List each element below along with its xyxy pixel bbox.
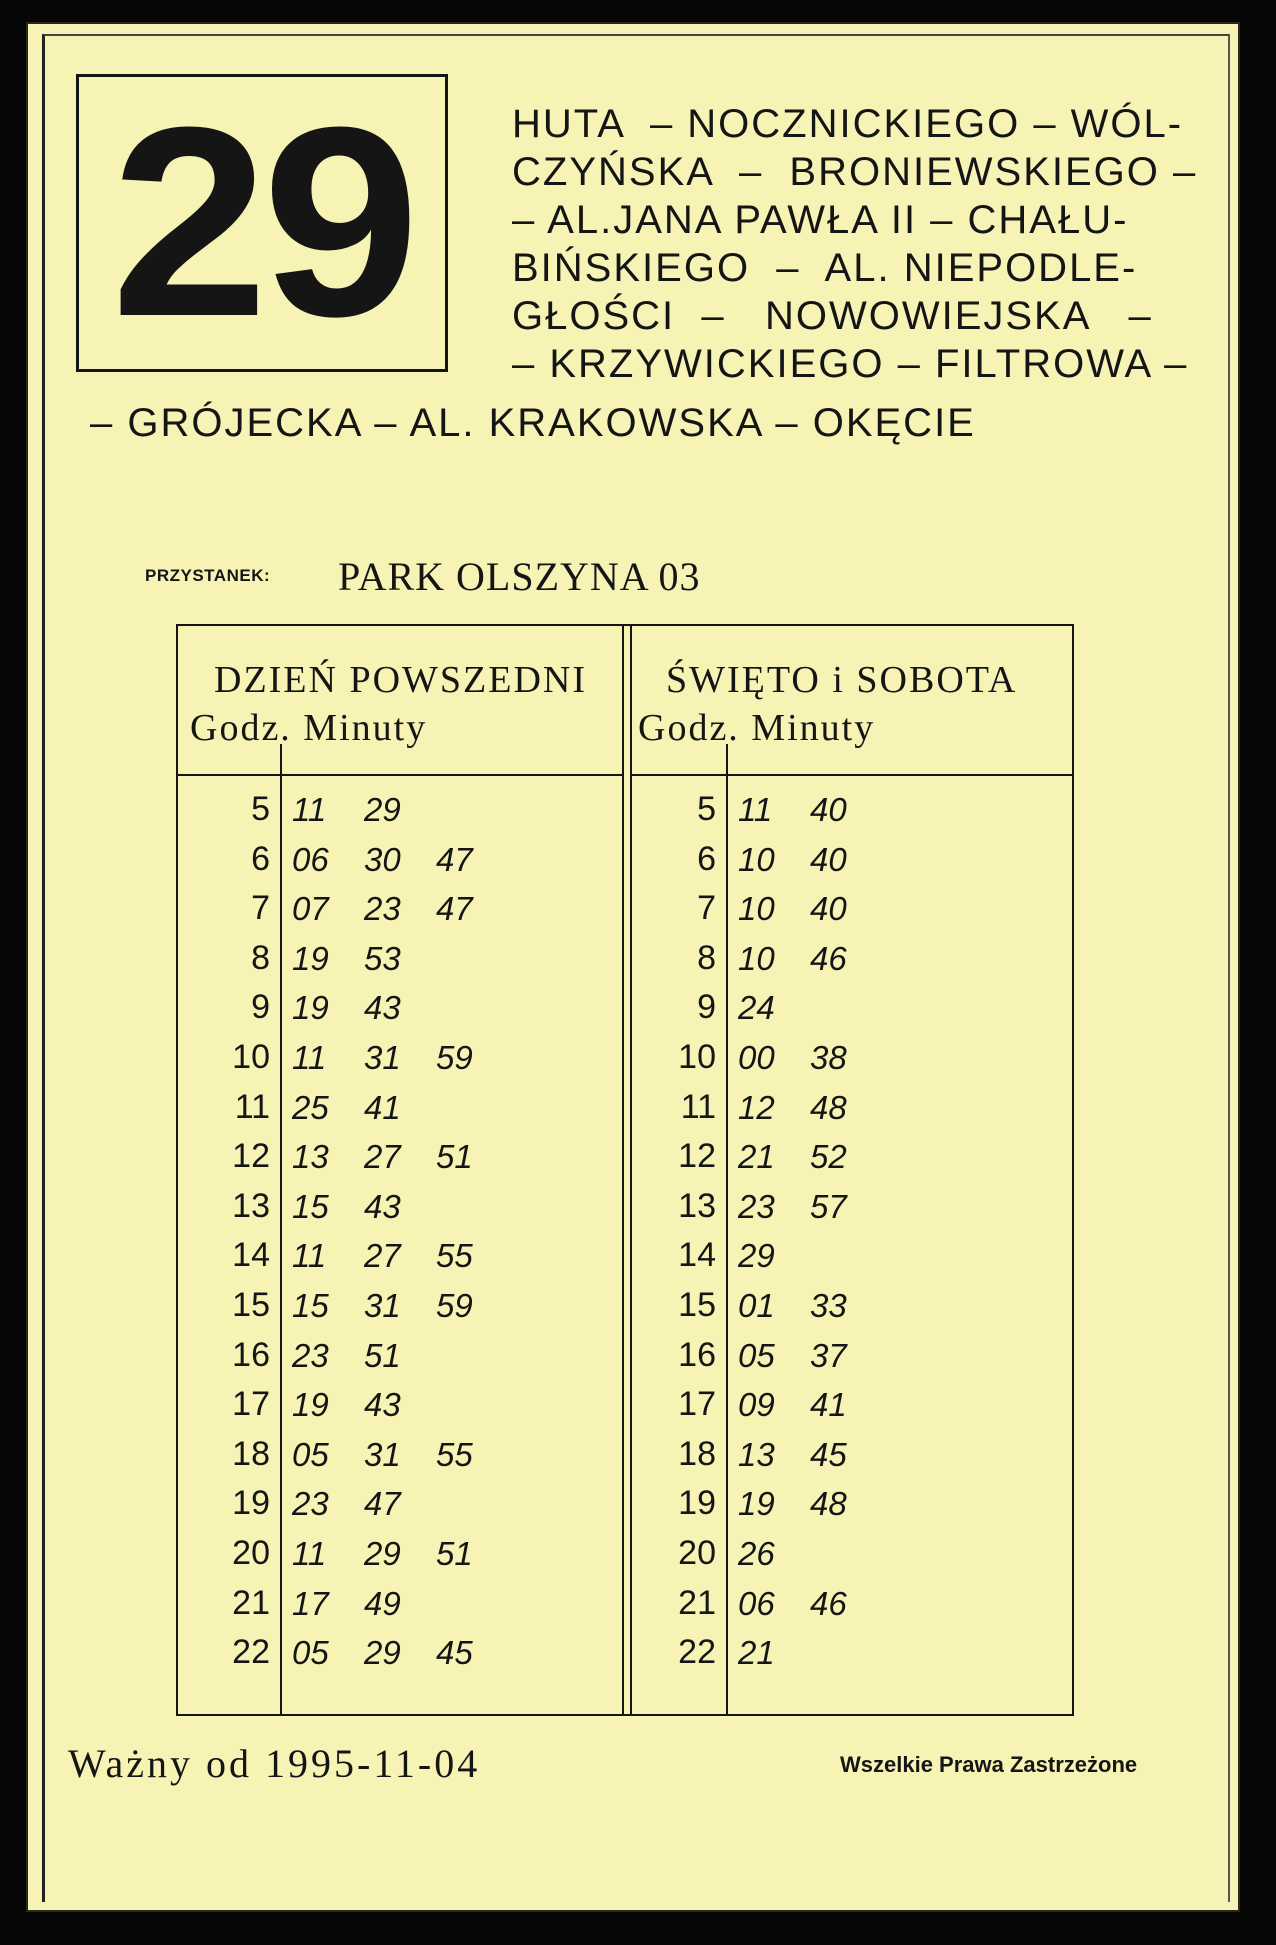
holiday-minute: 46	[810, 939, 847, 977]
weekday-hour: 12	[232, 1137, 270, 1176]
weekday-minute: 27	[364, 1138, 401, 1176]
holiday-minute: 37	[810, 1336, 847, 1374]
holiday-minute: 13	[738, 1435, 775, 1473]
weekday-minutes-row	[292, 1039, 508, 1077]
holiday-minute: 48	[810, 1485, 847, 1523]
weekday-hour: 8	[251, 938, 270, 977]
weekday-minutes-row	[292, 1436, 508, 1474]
holiday-minute: 10	[738, 840, 775, 878]
holiday-minute: 10	[738, 890, 775, 928]
holiday-hour: 13	[678, 1186, 716, 1225]
holiday-hour: 17	[678, 1385, 716, 1424]
weekday-minutes-row	[292, 1485, 436, 1523]
weekday-minute: 47	[364, 1485, 401, 1523]
weekday-minute: 11	[292, 791, 327, 828]
holiday-minutes-row	[738, 1535, 810, 1573]
holiday-minute: 48	[810, 1088, 847, 1126]
holiday-hour: 10	[678, 1038, 716, 1076]
holiday-minute: 40	[810, 791, 847, 828]
holiday-minutes-row	[738, 1287, 882, 1325]
weekday-minute: 51	[364, 1336, 401, 1374]
route-line-1: HUTA – NOCZNICKIEGO – WÓL-	[512, 102, 1184, 146]
weekday-minute: 15	[292, 1287, 329, 1324]
weekday-hour: 17	[232, 1385, 270, 1424]
holiday-minute: 01	[738, 1287, 775, 1324]
weekday-minute: 19	[292, 1386, 329, 1424]
weekday-minutes-row	[292, 1634, 508, 1672]
holiday-hour: 7	[697, 889, 716, 928]
holiday-minutes-row	[738, 989, 810, 1027]
weekday-minutes-row	[292, 989, 436, 1027]
route-line-2: CZYŃSKA – BRONIEWSKIEGO –	[512, 150, 1198, 194]
weekday-minute: 59	[436, 1039, 473, 1076]
holiday-hour: 11	[680, 1087, 716, 1126]
holiday-minute: 38	[810, 1039, 847, 1076]
holiday-subhead: Godz. Minuty	[638, 707, 876, 749]
stop-label: PRZYSTANEK:	[145, 566, 271, 585]
holiday-minutes-row	[738, 1138, 882, 1176]
holiday-minute: 40	[810, 890, 847, 928]
weekday-minute: 31	[364, 1435, 401, 1473]
weekday-minute: 15	[292, 1187, 329, 1225]
weekday-hour: 19	[232, 1484, 270, 1523]
holiday-minute: 06	[738, 1584, 775, 1622]
holiday-minutes-row	[738, 1634, 810, 1672]
weekday-minute: 29	[364, 1634, 401, 1672]
stop-name: PARK OLSZYNA 03	[338, 554, 701, 599]
route-line-7: – GRÓJECKA – AL. KRAKOWSKA – OKĘCIE	[90, 401, 976, 445]
route-number-box	[76, 74, 448, 372]
holiday-minutes-row	[738, 890, 882, 928]
holiday-minute: 29	[738, 1237, 775, 1275]
weekday-minutes-row	[292, 890, 508, 928]
holiday-minute: 23	[738, 1187, 775, 1225]
weekday-minutes-row	[292, 841, 508, 879]
holiday-minutes-row	[738, 841, 882, 879]
weekday-minute: 47	[436, 890, 473, 928]
holiday-minute: 52	[810, 1138, 847, 1176]
holiday-minutes-row	[738, 940, 882, 978]
weekday-hour: 11	[234, 1087, 270, 1126]
hour-divider-holiday	[726, 744, 728, 1714]
weekday-minute: 05	[292, 1634, 329, 1672]
route-number: 29	[110, 72, 414, 373]
weekday-minute: 11	[292, 1039, 327, 1076]
holiday-minutes-row	[738, 1485, 882, 1523]
weekday-minutes-row	[292, 1585, 436, 1623]
rights-notice: Wszelkie Prawa Zastrzeżone	[840, 1752, 1138, 1777]
route-line-6: – KRZYWICKIEGO – FILTROWA –	[512, 342, 1189, 386]
weekday-minute: 51	[436, 1138, 473, 1176]
weekday-minutes-row	[292, 1386, 436, 1424]
holiday-hour: 14	[678, 1236, 716, 1275]
weekday-minute: 11	[292, 1237, 327, 1275]
holiday-minute: 26	[738, 1535, 775, 1572]
weekday-minute: 19	[292, 939, 329, 977]
holiday-minute: 09	[738, 1386, 775, 1424]
weekday-minute: 47	[436, 840, 473, 878]
holiday-minute: 33	[810, 1287, 847, 1324]
header-rule-weekday	[178, 774, 624, 776]
hour-divider-weekday	[280, 744, 282, 1714]
holiday-minute: 46	[810, 1584, 847, 1622]
valid-from: Ważny od 1995-11-04	[68, 1741, 481, 1786]
holiday-minute: 19	[738, 1485, 775, 1523]
weekday-minute: 49	[364, 1584, 401, 1622]
weekday-minute: 07	[292, 890, 329, 928]
weekday-minutes-row	[292, 1089, 436, 1127]
holiday-hour: 6	[697, 839, 716, 878]
holiday-minutes-row	[738, 1089, 882, 1127]
weekday-minute: 13	[292, 1138, 329, 1176]
holiday-minute: 41	[810, 1386, 847, 1424]
holiday-minutes-row	[738, 791, 882, 829]
holiday-minute: 40	[810, 840, 847, 878]
weekday-hour: 20	[232, 1534, 270, 1572]
holiday-hour: 5	[697, 790, 716, 828]
holiday-minute: 11	[738, 791, 773, 828]
weekday-minute: 06	[292, 840, 329, 878]
holiday-minute: 12	[738, 1088, 775, 1126]
holiday-hour: 8	[697, 938, 716, 977]
holiday-hour: 12	[678, 1137, 716, 1176]
holiday-minutes-row	[738, 1039, 882, 1077]
weekday-minutes-row	[292, 1188, 436, 1226]
holiday-minutes-row	[738, 1188, 882, 1226]
weekday-minute: 59	[436, 1287, 473, 1324]
holiday-minutes-row	[738, 1585, 882, 1623]
weekday-minutes-row	[292, 791, 436, 829]
weekday-hour: 14	[232, 1236, 270, 1275]
holiday-minute: 10	[738, 939, 775, 977]
timetable-grid	[176, 624, 1074, 1716]
holiday-minute: 24	[738, 989, 775, 1027]
holiday-hour: 18	[678, 1434, 716, 1473]
weekday-hour: 5	[251, 790, 270, 828]
weekday-hour: 15	[232, 1286, 270, 1324]
weekday-hour: 7	[251, 889, 270, 928]
weekday-minutes-row	[292, 1535, 508, 1573]
holiday-hour: 20	[678, 1534, 716, 1572]
weekday-minute: 43	[364, 1386, 401, 1424]
weekday-minutes-row	[292, 1287, 508, 1325]
holiday-hour: 15	[678, 1286, 716, 1324]
weekday-title: DZIEŃ POWSZEDNI	[214, 659, 588, 701]
holiday-minute: 21	[738, 1138, 775, 1176]
route-line-5: GŁOŚCI – NOWOWIEJSKA –	[512, 294, 1153, 338]
weekday-minute: 43	[364, 989, 401, 1027]
weekday-minute: 23	[364, 890, 401, 928]
header-rule-holiday	[630, 774, 1072, 776]
route-line-4: BIŃSKIEGO – AL. NIEPODLE-	[512, 246, 1138, 290]
weekday-subhead: Godz. Minuty	[190, 707, 428, 749]
route-line-3: – AL.JANA PAWŁA II – CHAŁU-	[512, 198, 1129, 242]
weekday-hour: 18	[232, 1434, 270, 1473]
holiday-hour: 9	[697, 988, 716, 1027]
holiday-minute: 00	[738, 1039, 775, 1076]
weekday-minute: 11	[292, 1535, 327, 1572]
holiday-hour: 21	[678, 1583, 716, 1622]
weekday-minutes-row	[292, 940, 436, 978]
weekday-minute: 53	[364, 939, 401, 977]
holiday-minute: 05	[738, 1336, 775, 1374]
holiday-minute: 45	[810, 1435, 847, 1473]
weekday-minutes-row	[292, 1138, 508, 1176]
weekday-minute: 30	[364, 840, 401, 878]
weekday-hour: 6	[251, 839, 270, 878]
holiday-title: ŚWIĘTO i SOBOTA	[666, 659, 1018, 701]
weekday-minute: 41	[364, 1088, 401, 1126]
weekday-minute: 51	[436, 1535, 473, 1572]
weekday-minute: 23	[292, 1485, 329, 1523]
weekday-minute: 31	[364, 1287, 401, 1324]
weekday-minute: 29	[364, 791, 401, 828]
weekday-minutes-row	[292, 1337, 436, 1375]
holiday-minutes-row	[738, 1237, 810, 1275]
weekday-hour: 13	[232, 1186, 270, 1225]
holiday-hour: 16	[678, 1335, 716, 1374]
weekday-hour: 9	[251, 988, 270, 1027]
weekday-minute: 55	[436, 1237, 473, 1275]
weekday-hour: 10	[232, 1038, 270, 1076]
holiday-minutes-row	[738, 1436, 882, 1474]
holiday-hour: 22	[678, 1633, 716, 1672]
weekday-minute: 29	[364, 1535, 401, 1572]
weekday-minute: 31	[364, 1039, 401, 1076]
weekday-minute: 55	[436, 1435, 473, 1473]
holiday-minutes-row	[738, 1337, 882, 1375]
holiday-hour: 19	[678, 1484, 716, 1523]
weekday-minute: 19	[292, 989, 329, 1027]
weekday-minute: 43	[364, 1187, 401, 1225]
weekday-minute: 45	[436, 1634, 473, 1672]
holiday-minute: 57	[810, 1187, 847, 1225]
weekday-minute: 25	[292, 1088, 329, 1126]
holiday-minutes-row	[738, 1386, 882, 1424]
weekday-minute: 23	[292, 1336, 329, 1374]
weekday-hour: 21	[232, 1583, 270, 1622]
weekday-minute: 17	[292, 1584, 329, 1622]
weekday-hour: 22	[232, 1633, 270, 1672]
weekday-minute: 05	[292, 1435, 329, 1473]
weekday-minutes-row	[292, 1237, 508, 1275]
weekday-hour: 16	[232, 1335, 270, 1374]
weekday-minute: 27	[364, 1237, 401, 1275]
holiday-minute: 21	[738, 1634, 775, 1672]
